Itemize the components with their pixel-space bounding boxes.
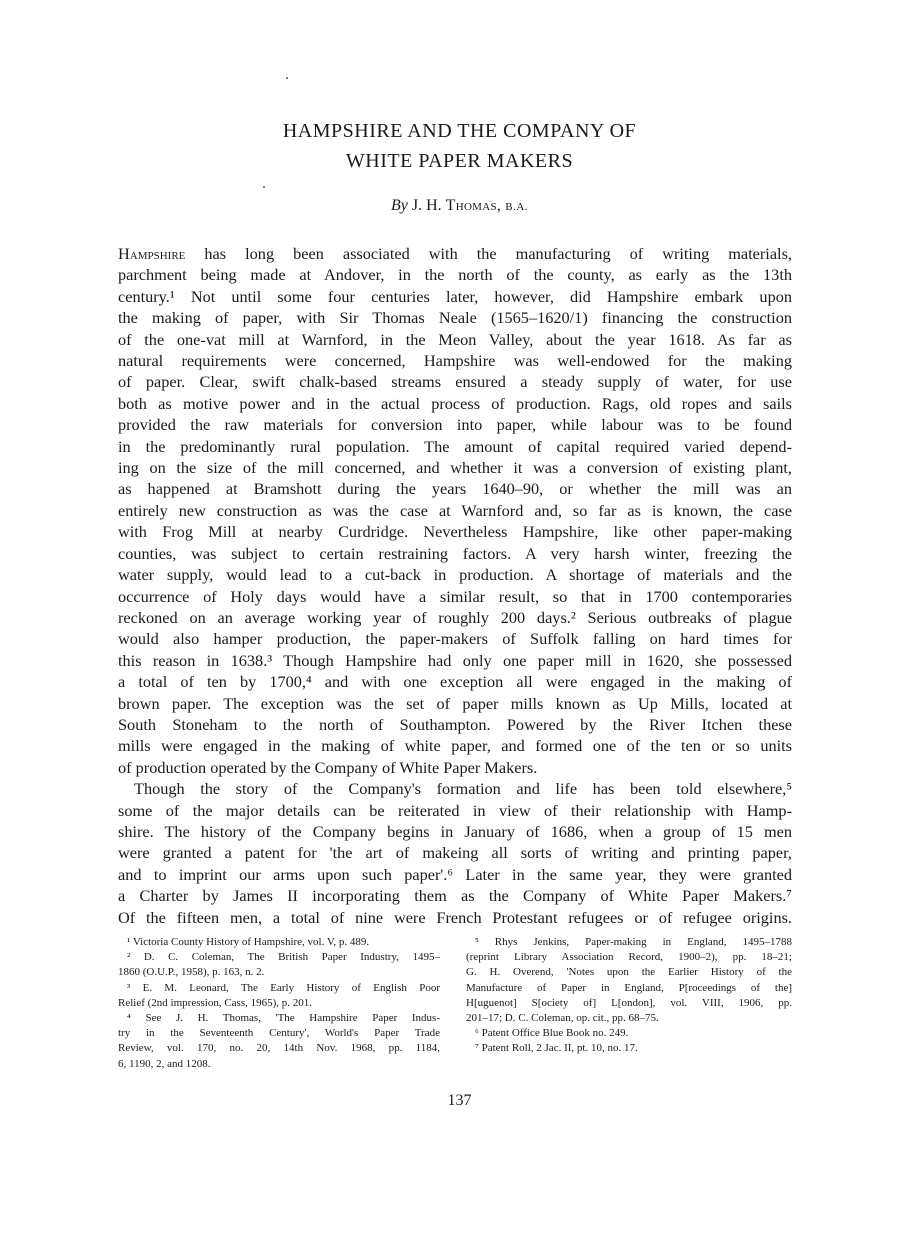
- lead-word: Hampshire: [118, 244, 186, 263]
- body-line: occurrence of Holy days would have a similar result, so that in 1700 contemporaries: [118, 586, 792, 606]
- body-line: Hampshire has long been associated with the manufacturing of writing materials,: [118, 244, 792, 263]
- article-body: [118, 243, 792, 928]
- body-line: shire. The history of the Company begins in January of 1686, when a group of 15 men: [118, 821, 792, 841]
- footnote-line: ⁶ Patent Office Blue Book no. 249.: [475, 1027, 629, 1040]
- body-line: parchment being made at Andover, in the north of the county, as early as the 13th: [118, 265, 792, 285]
- body-line: and to imprint our arms upon such paper'.⁶ Later in the same year, they were granted: [118, 864, 792, 884]
- body-line: water supply, would lead to a cut-back in production. A shortage of materials and the: [118, 565, 792, 585]
- body-line: a Charter by James II incorporating them as the Company of White Paper Makers.⁷: [118, 886, 792, 906]
- body-line: counties, was subject to certain restraining factors. A very harsh winter, freezing the: [118, 543, 792, 563]
- footnote-line: 201–17; D. C. Coleman, op. cit., pp. 68–75.: [466, 1012, 659, 1025]
- footnote-line: H[uguenot] S[ociety of] L[ondon], vol. VIII, 1906, pp.: [466, 996, 792, 1009]
- body-line: ing on the size of the mill concerned, and whether it was a conversion of existing plant,: [118, 458, 792, 478]
- body-line: mills were engaged in the making of white paper, and formed one of the ten or so units: [118, 736, 792, 756]
- footnote-line: ⁷ Patent Roll, 2 Jac. II, pt. 10, no. 17.: [475, 1042, 638, 1055]
- body-line: brown paper. The exception was the set of paper mills known as Up Mills, located at: [118, 693, 792, 713]
- body-line: as happened at Bramshott during the years 1640–90, or whether the mill was an: [118, 479, 792, 499]
- footnote-line: 6, 1190, 2, and 1208.: [118, 1057, 211, 1070]
- article-title-line-1: HAMPSHIRE AND THE COMPANY OF: [282, 120, 637, 142]
- body-line: reckoned on an average working year of roughly 200 days.² Serious outbreaks of plague: [118, 607, 792, 627]
- ink-speck: [286, 77, 288, 79]
- page-number: 137: [447, 1092, 472, 1109]
- footnote-line: ¹ Victoria County History of Hampshire, vol. V, p. 489.: [127, 936, 370, 948]
- body-line: entirely new construction as was the case at Warnford and, so far as is known, the case: [118, 500, 792, 520]
- footnotes-left-column: [118, 935, 440, 1072]
- byline-by: By: [390, 197, 408, 214]
- body-line: South Stoneham to the north of Southampton. Powered by the River Itchen these: [118, 714, 792, 734]
- body-line: with Frog Mill at nearby Curdridge. Nevertheless Hampshire, like other paper-making: [118, 522, 792, 542]
- body-line: this reason in 1638.³ Though Hampshire had only one paper mill in 1620, she possessed: [118, 650, 792, 670]
- body-line: were granted a patent for 'the art of makeing all sorts of writing and printing paper,: [118, 843, 792, 863]
- body-line: provided the raw materials for conversion into paper, while labour was to be found: [118, 415, 792, 435]
- body-line: of the one-vat mill at Warnford, in the Meon Valley, about the year 1618. As far as: [118, 329, 792, 349]
- author-surname: Thomas,: [445, 197, 502, 214]
- footnotes-right-column: [466, 935, 792, 1057]
- footnote-line: try in the Seventeenth Century', World's Paper Trade: [118, 1027, 440, 1040]
- footnote-line: ⁴ See J. H. Thomas, 'The Hampshire Paper Indus-: [127, 1012, 440, 1025]
- footnote-line: ² D. C. Coleman, The British Paper Industry, 1495–: [127, 951, 440, 964]
- body-line: both as motive power and in the actual process of production. Rags, old ropes and sails: [118, 393, 792, 413]
- body-line: in the predominantly rural population. The amount of capital required varied depend-: [118, 436, 792, 456]
- body-line: century.¹ Not until some four centuries later, however, did Hampshire embark upon: [118, 286, 792, 306]
- body-line: some of the major details can be reiterated in view of their relationship with Hamp-: [118, 800, 792, 820]
- footnote-line: ⁵ Rhys Jenkins, Paper-making in England, 1495–1788: [475, 936, 792, 948]
- body-line: Of the fifteen men, a total of nine were French Protestant refugees or of refugee origins.: [118, 907, 792, 927]
- body-line: Though the story of the Company's formation and life has been told elsewhere,⁵: [134, 779, 792, 799]
- article-title-line-2: WHITE PAPER MAKERS: [345, 150, 574, 172]
- footnote-line: Relief (2nd impression, Cass, 1965), p. 201.: [118, 996, 313, 1009]
- byline: [0, 197, 919, 215]
- footnote-line: G. H. Overend, 'Notes upon the Earlier History of the: [466, 966, 792, 979]
- body-line: of production operated by the Company of White Paper Makers.: [118, 757, 538, 777]
- body-line: the making of paper, with Sir Thomas Neale (1565–1620/1) financing the construction: [118, 308, 792, 328]
- body-line: of paper. Clear, swift chalk-based streams ensured a steady supply of water, for use: [118, 372, 792, 392]
- body-line: a total of ten by 1700,⁴ and with one exception all were engaged in the making of: [118, 672, 792, 692]
- author-initials: J. H.: [411, 197, 442, 214]
- body-line: natural requirements were concerned, Hampshire was well-endowed for the making: [118, 351, 792, 371]
- ink-speck: [263, 186, 265, 188]
- body-line: would also hamper production, the paper-makers of Suffolk falling on hard times for: [118, 629, 792, 649]
- footnote-line: (reprint Library Association Record, 1900–2), pp. 18–21;: [466, 951, 792, 964]
- footnote-line: 1860 (O.U.P., 1958), p. 163, n. 2.: [118, 966, 265, 979]
- author-degree: B.A.: [505, 201, 529, 213]
- footnote-line: Manufacture of Paper in England, P[roceedings of the]: [466, 981, 792, 994]
- footnote-line: Review, vol. 170, no. 20, 14th Nov. 1968, pp. 1184,: [118, 1042, 440, 1055]
- footnote-line: ³ E. M. Leonard, The Early History of English Poor: [127, 981, 440, 994]
